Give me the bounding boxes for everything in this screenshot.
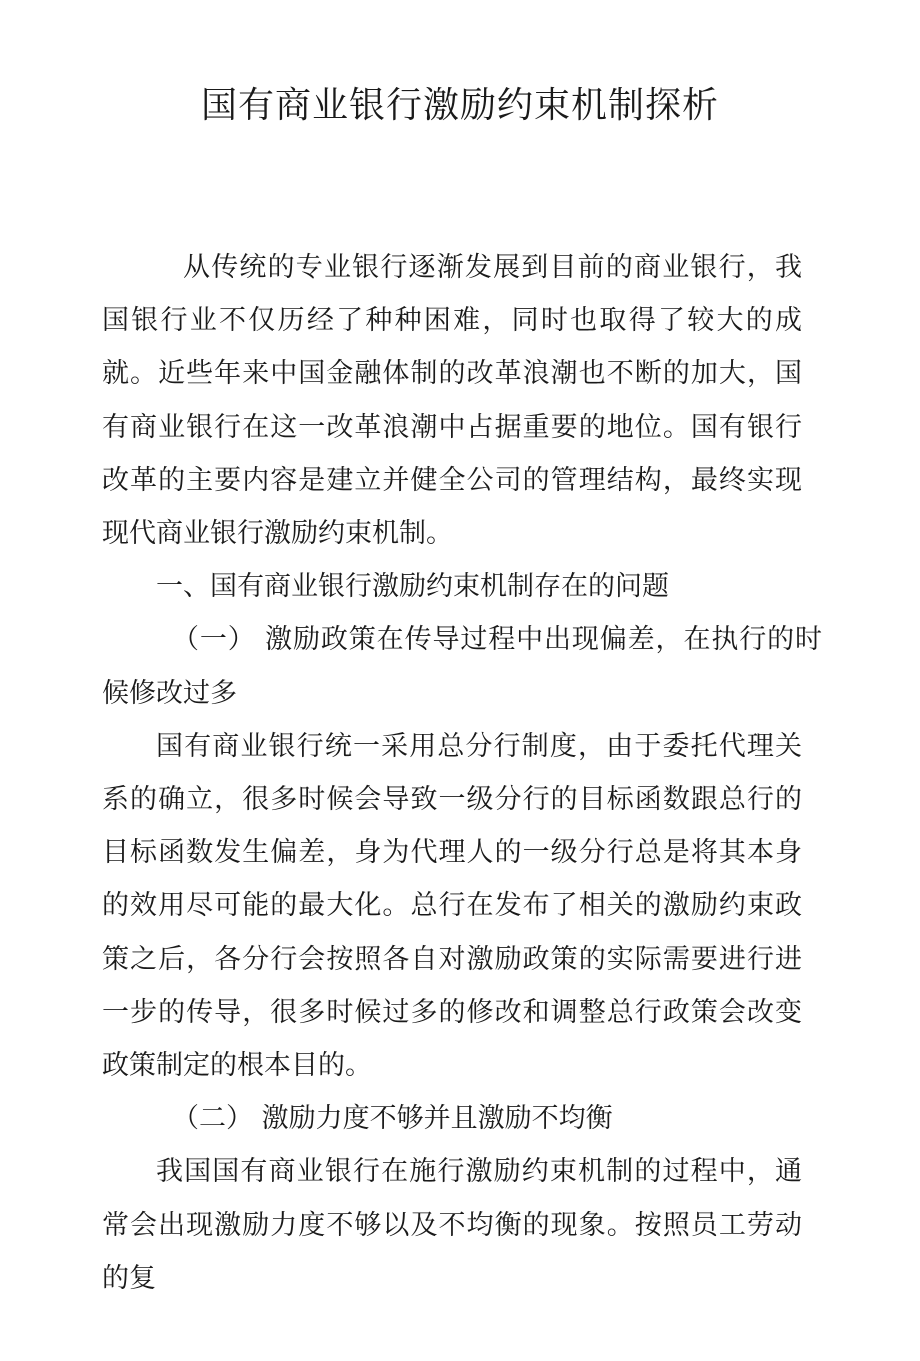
document-title: 国有商业银行激励约束机制探析: [200, 85, 719, 126]
section-heading: 一、国有商业银行激励约束机制存在的问题: [156, 571, 669, 603]
subsection-heading: （二） 激励力度不够并且激励不均衡: [172, 1103, 613, 1135]
intro-paragraph: 从传统的专业银行逐渐发展到目前的商业银行，我国银行业不仅历经了种种困难，同时也取得了较大的成就。近些年来中国金融体制的改革浪潮也不断的加大，国有商业银行在这一改革浪潮中占据重要的地位。国有银行改革的主要内容是建立并健全公司的管理结构，最终实现现代商业银行激励约束机制。: [102, 252, 802, 550]
subsection-heading: （一） 激励政策在传导过程中出现偏差，在执行的时候修改过多: [102, 624, 822, 709]
document-body: [102, 241, 822, 1305]
body-paragraph: 国有商业银行统一采用总分行制度，由于委托代理关系的确立，很多时候会导致一级分行的目标函数跟总行的目标函数发生偏差，身为代理人的一级分行总是将其本身的效用尽可能的最大化。总行在发布了相关的激励约束政策之后，各分行会按照各自对激励政策的实际需要进行进一步的传导，很多时候过多的修改和调整总行政策会改变政策制定的根本目的。: [102, 730, 802, 1082]
body-paragraph: 我国国有商业银行在施行激励约束机制的过程中，通常会出现激励力度不够以及不均衡的现象。按照员工劳动的复: [102, 1156, 802, 1294]
